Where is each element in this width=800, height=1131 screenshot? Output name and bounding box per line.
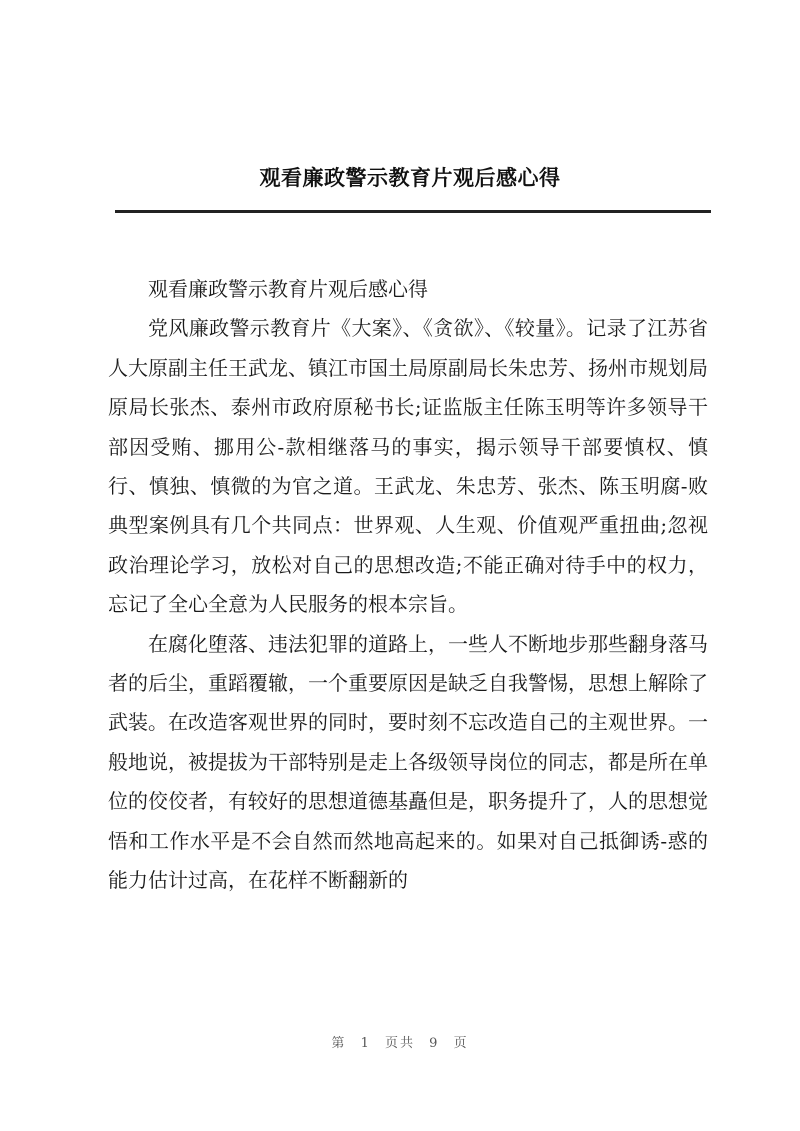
- body-subtitle: 观看廉政警示教育片观后感心得: [148, 277, 428, 301]
- body-paragraph-2: 在腐化堕落、违法犯罪的道路上，一些人不断地步那些翻身落马者的后尘，重蹈覆辙，一个重要原因是缺乏自我警惕，思想上解除了武装。在改造客观世界的同时，要时刻不忘改造自己的主观世界。一般地说，被提拔为干部特别是走上各级领导岗位的同志，都是所在单位的佼佼者，有较好的思想道德基矗但是，职务提升了，人的思想觉悟和工作水平是不会自然而然地高起来的。如果对自己抵御诱-惑的能力估计过高，在花样不断翻新的: [108, 631, 708, 893]
- footer-di: 第: [331, 1036, 347, 1051]
- body-paragraph-1: 党风廉政警示教育片《大案》、《贪欲》、《较量》。记录了江苏省人大原副主任王武龙、镇江市国土局原副局长朱忠芳、扬州市规划局原局长张杰、泰州市政府原秘书长;证监版主任陈玉明等许多领导干部因受贿、挪用公-款相继落马的事实，揭示领导干部要慎权、慎行、慎独、慎微的为官之道。王武龙、朱忠芳、张杰、陈玉明腐-败典型案例具有几个共同点：世界观、人生观、价值观严重扭曲;忽视政治理论学习，放松对自己的思想改造;不能正确对待手中的权力，忘记了全心全意为人民服务的根本宗旨。: [108, 316, 708, 617]
- footer-ye: 页: [453, 1036, 469, 1051]
- document-body: [108, 270, 708, 901]
- page-footer: [0, 1032, 800, 1051]
- document-title: 观看廉政警示教育片观后感心得: [259, 166, 561, 190]
- footer-ye-gong: 页共: [384, 1036, 415, 1051]
- footer-page-number: 1: [360, 1036, 371, 1051]
- title-divider: [115, 210, 711, 213]
- footer-total-pages: 9: [429, 1036, 440, 1051]
